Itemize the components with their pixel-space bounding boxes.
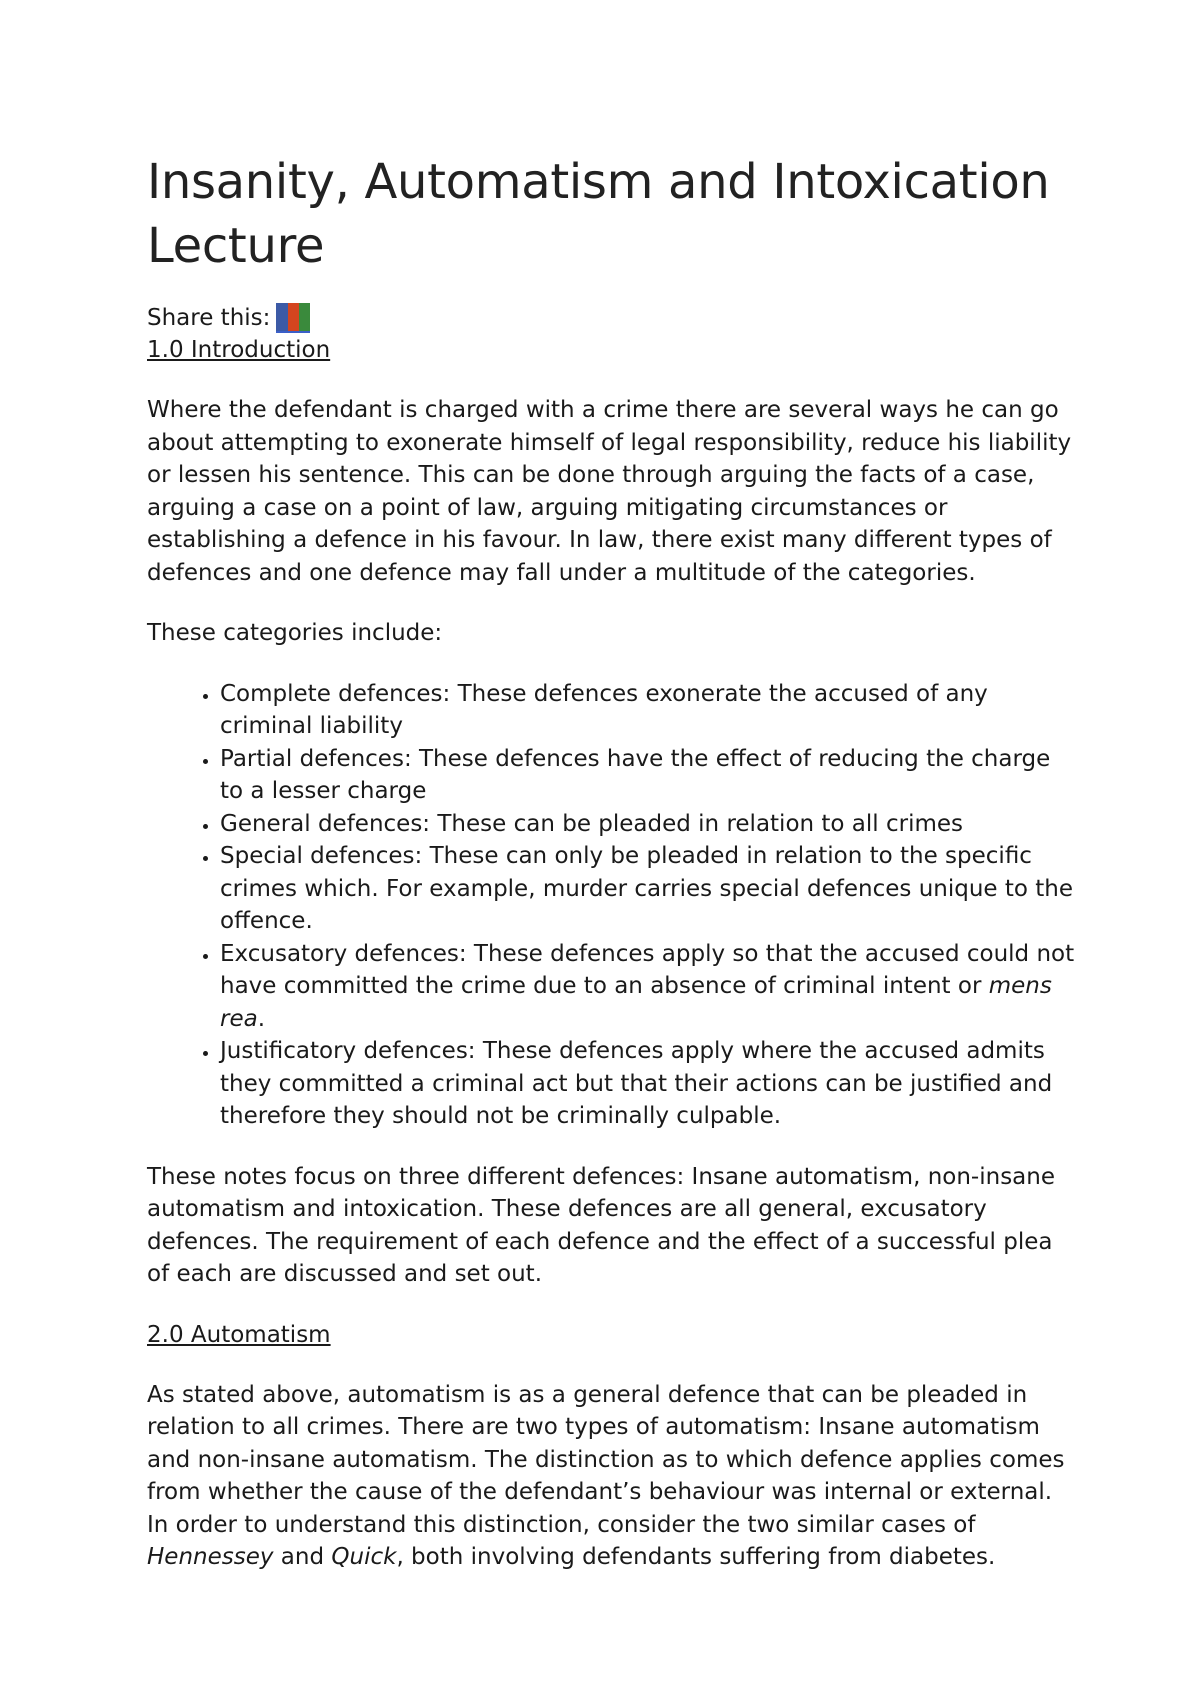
list-item: • Partial defences: These defences have the effect of reducing the charge to a lesser charge <box>220 743 1077 808</box>
section-heading-automatism[interactable]: 2.0 Automatism <box>147 1321 331 1348</box>
list-item: • Justificatory defences: These defences apply where the accused admits they committed a criminal act but that their actions can be justified and therefore they should not be criminally culpable. <box>220 1035 1077 1133</box>
list-item: • Complete defences: These defences exonerate the accused of any criminal liability <box>220 678 1077 743</box>
share-label: Share this: <box>147 305 271 331</box>
share-bar <box>147 302 1077 334</box>
document-page <box>147 150 1077 1574</box>
share-stripe-green <box>299 303 310 331</box>
mens-rea-term: mens rea <box>220 973 1052 1032</box>
categories-lead: These categories include: <box>147 620 443 646</box>
section-heading-introduction[interactable]: 1.0 Introduction <box>147 337 331 363</box>
list-item: • General defences: These can be pleaded in relation to all crimes <box>220 808 1077 841</box>
list-item: • Special defences: These can only be pleaded in relation to the specific crimes which. For example, murder carries special defences unique to the offence. <box>220 840 1077 938</box>
share-stripe-red <box>288 303 299 331</box>
notes-paragraph: These notes focus on three different defences: Insane automatism, non-insane automatism and intoxication. These defences are all general, excusatory defences. The requirement of each defence and the effect of a successful plea of each are discussed and set out. <box>147 1163 1055 1287</box>
social-share-icon[interactable] <box>276 303 310 333</box>
categories-list <box>147 678 1077 1133</box>
page-title: Insanity, Automatism and Intoxication Lecture <box>147 154 1050 274</box>
case-hennessey: Hennessey <box>147 1544 274 1570</box>
intro-paragraph: Where the defendant is charged with a crime there are several ways he can go about attempting to exonerate himself of legal responsibility, reduce his liability or lessen his sentence. This can be done through arguing the facts of a case, arguing a case on a point of law, arguing mitigating circumstances or establishing a defence in his favour. In law, there exist many different types of defences and one defence may fall under a multitude of the categories. <box>147 397 1072 586</box>
case-quick: Quick <box>331 1544 397 1570</box>
automatism-paragraph: As stated above, automatism is as a general defence that can be pleaded in relation to all crimes. There are two types of automatism: Insane automatism and non-insane automatism. The distinction as to which defence applies comes from whether the cause of the defendant’s behaviour was internal or external. In order to understand this distinction, consider the two similar cases of Hennessey and Quick, both involving defendants suffering from diabetes. <box>147 1381 1065 1570</box>
share-stripe-blue <box>276 303 287 331</box>
list-item: • Excusatory defences: These defences apply so that the accused could not have committed the crime due to an absence of criminal intent or mens rea. <box>220 938 1077 1036</box>
